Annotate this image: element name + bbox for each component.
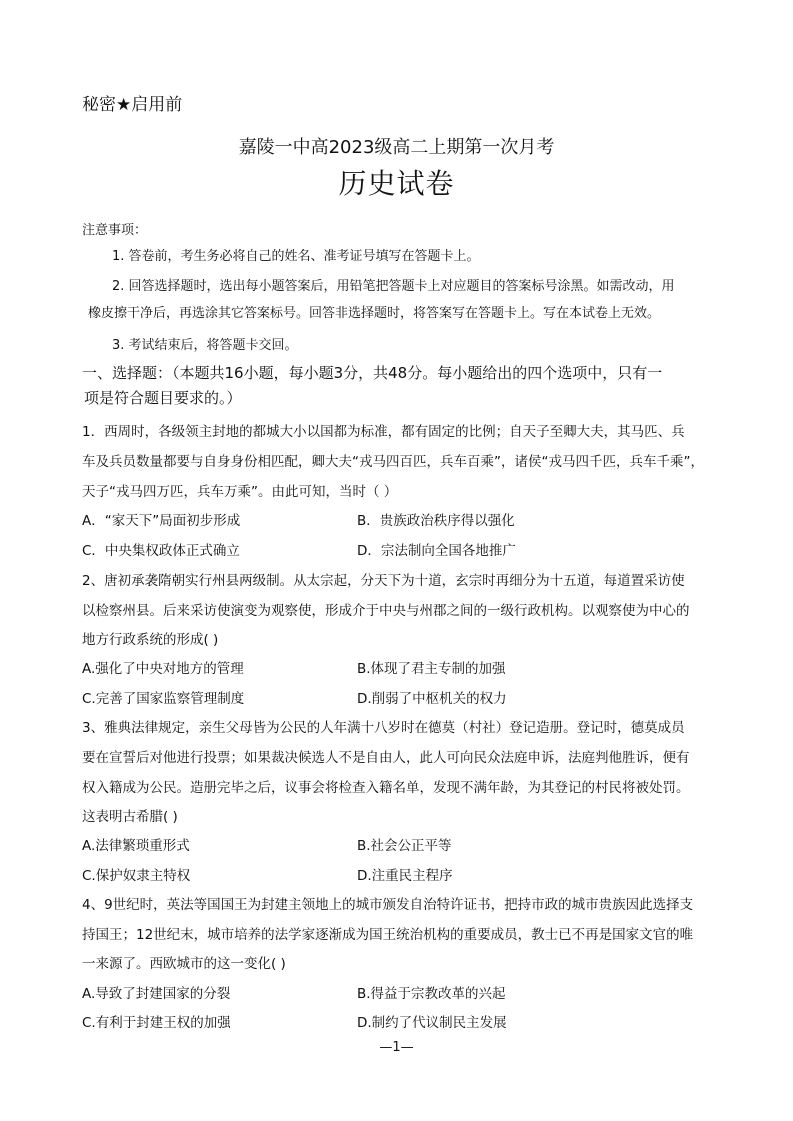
question-1-option-a: A．“家天下”局面初步形成	[82, 513, 241, 529]
section-heading-line-1: 一、选择题：（本题共16小题，每小题3分，共48分。每小题给出的四个选项中，只有一	[82, 364, 663, 382]
question-4-line-2: 持国王；12世纪末，城市培养的法学家逐渐成为国王统治机构的重要成员，教士已不再是国家文官的唯	[82, 927, 694, 943]
exam-title: 嘉陵一中高2023级高二上期第一次月考	[238, 137, 555, 158]
notice-heading: 注意事项：	[82, 223, 148, 238]
question-1-option-c: C．中央集权政体正式确立	[82, 543, 240, 559]
question-4-option-b: B.得益于宗教改革的兴起	[357, 986, 506, 1002]
question-2-line-3: 地方行政系统的形成( )	[82, 632, 219, 648]
question-4-option-c: C.有利于封建王权的加强	[82, 1015, 231, 1031]
confidential-label: 秘密★启用前	[82, 95, 183, 115]
question-3-line-2: 要在宣誓后对他进行投票；如果裁决候选人不是自由人，此人可向民众法庭申诉，法庭判他胜诉，便有	[82, 750, 690, 766]
question-2-option-d: D.削弱了中枢机关的权力	[357, 691, 507, 707]
question-4-line-1: 4、9世纪时，英法等国国王为封建主领地上的城市颁发自治特许证书，把持市政的城市贵族因此选择支	[82, 897, 694, 913]
question-2-option-a: A.强化了中央对地方的管理	[82, 661, 244, 677]
notice-item-1: 1. 答卷前，考生务必将自己的姓名、准考证号填写在答题卡上。	[112, 249, 480, 264]
question-3-option-c: C.保护奴隶主特权	[82, 868, 191, 884]
question-4-option-a: A.导致了封建国家的分裂	[82, 986, 231, 1002]
question-1-line-2: 车及兵员数量都要与自身身份相匹配，卿大夫“戎马四百匹，兵车百乘”，诸侯“戎马四千匹，兵车千乘”，	[82, 454, 704, 470]
question-3-line-4: 这表明古希腊( )	[82, 809, 178, 825]
notice-item-2-line-2: 橡皮擦干净后，再选涂其它答案标号。回答非选择题时，将答案写在答题卡上。写在本试卷上无效。	[88, 306, 661, 321]
question-3-option-a: A.法律繁琐重形式	[82, 838, 190, 854]
question-3-option-d: D.注重民主程序	[357, 868, 453, 884]
question-3-line-3: 权入籍成为公民。造册完毕之后，议事会将检查入籍名单，发现不满年龄，为其登记的村民将被处罚。	[82, 780, 690, 796]
question-1-option-d: D．宗法制向全国各地推广	[357, 543, 516, 559]
section-heading-line-2: 项是符合题目要求的。）	[84, 389, 242, 407]
question-1-line-3: 天子“戎马四万匹，兵车万乘”。由此可知，当时（ ）	[82, 484, 398, 500]
question-4-line-3: 一来源了。西欧城市的这一变化( )	[82, 956, 286, 972]
question-2-line-2: 以检察州县。后来采访使演变为观察使，形成介于中央与州郡之间的一级行政机构。以观察使为中心的	[82, 603, 690, 619]
question-2-line-1: 2、唐初承袭隋朝实行州县两级制。从太宗起，分天下为十道，玄宗时再细分为十五道，每道置采访使	[82, 573, 685, 589]
question-2-option-b: B.体现了君主专制的加强	[357, 661, 506, 677]
question-3-line-1: 3、雅典法律规定，亲生父母皆为公民的人年满十八岁时在德莫（村社）登记造册。登记时，德莫成员	[82, 720, 685, 736]
page-number: —1—	[379, 1040, 414, 1055]
notice-item-3: 3. 考试结束后，将答题卡交回。	[112, 338, 298, 353]
subject-title: 历史试卷	[338, 167, 455, 200]
notice-item-2-line-1: 2. 回答选择题时，选出每小题答案后，用铅笔把答题卡上对应题目的答案标号涂黑。如需改动，用	[112, 279, 675, 294]
question-2-option-c: C.完善了国家监察管理制度	[82, 691, 245, 707]
question-4-option-d: D.制约了代议制民主发展	[357, 1015, 507, 1031]
question-1-line-1: 1．西周时，各级领主封地的都城大小以国都为标准，都有固定的比例；自天子至卿大夫，其马匹、兵	[82, 424, 685, 440]
question-1-option-b: B．贵族政治秩序得以强化	[357, 513, 515, 529]
question-3-option-b: B.社会公正平等	[357, 838, 452, 854]
